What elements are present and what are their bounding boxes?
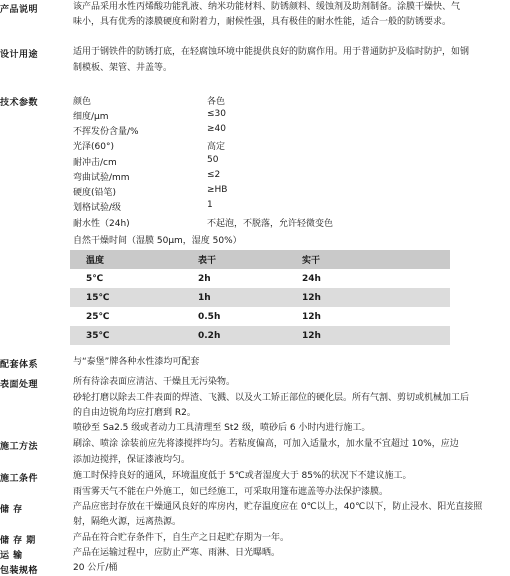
section-label-conditions: 施工条件: [0, 474, 39, 484]
section-label-specs: 技术参数: [0, 98, 39, 108]
spec-row: [73, 185, 273, 199]
table-header-temp: 温度: [70, 250, 192, 269]
spec-value: 50: [207, 155, 219, 165]
surface-line-3: 的自由边锐角均应打磨到 R2。: [73, 408, 196, 418]
spec-row: [73, 170, 273, 184]
usage-line-1: 适用于钢铁件的防锈打底，在轻腐蚀环境中能提供良好的防腐作用。用于普通防护及临时防护，如钢: [73, 47, 470, 57]
storage-line-2: 射，隔绝火源，远离热源。: [73, 517, 182, 527]
table-cell: 2h: [192, 269, 302, 288]
spec-value: ≤2: [207, 170, 221, 180]
spec-value: 高定: [207, 142, 226, 152]
dry-time-table: [70, 250, 450, 345]
table-cell: 15℃: [70, 288, 192, 307]
section-label-transport: 运 输: [0, 551, 23, 561]
table-header-surface-dry: 表干: [192, 250, 302, 269]
table-cell: 24h: [302, 269, 450, 288]
table-cell: 12h: [302, 307, 450, 326]
dry-time-caption: 自然干燥时间（湿膜 50μm，湿度 50%）: [73, 236, 242, 246]
table-header-hard-dry: 实干: [302, 250, 450, 269]
transport-text: 产品在运输过程中，应防止严寒、雨淋、日光曝晒。: [73, 548, 281, 558]
method-line-1: 刷涂、喷涂 涂装前应先将漆搅拌均匀。若粘度偏高，可加入适量水，加水量不宜超过 10%，应边: [73, 439, 459, 449]
table-row: [70, 269, 450, 288]
spec-key: 弯曲试验/mm: [73, 173, 130, 183]
section-label-surface: 表面处理: [0, 380, 39, 390]
spec-row: [73, 94, 273, 108]
section-label-description: 产品说明: [0, 5, 39, 15]
table-cell: 12h: [302, 326, 450, 345]
description-line-1: 该产品采用水性丙烯酸功能乳液、纳米功能材料、防锈颜料、缓蚀剂及助剂制备。涂膜干燥快、气: [73, 2, 461, 12]
method-line-2: 添加边搅拌，保证漆液均匀。: [73, 455, 191, 465]
surface-line-2: 砂轮打磨以除去工件表面的焊渣、飞溅、以及火工矫正部位的硬化层。所有气割、剪切或机械加工后: [73, 393, 470, 403]
spec-row: [73, 109, 273, 123]
spec-key: 细度/μm: [73, 112, 109, 122]
table-header-row: [70, 250, 450, 269]
table-cell: 25℃: [70, 307, 192, 326]
table-row: [70, 326, 450, 345]
section-label-method: 施工方法: [0, 442, 39, 452]
surface-line-1: 所有待涂表面应清洁、干燥且无污染物。: [73, 377, 236, 387]
spec-row: [73, 216, 413, 230]
spec-key: 不挥发份含量/%: [73, 127, 139, 137]
table-cell: 1h: [192, 288, 302, 307]
spec-value: 各色: [207, 97, 226, 107]
table-cell: 0.5h: [192, 307, 302, 326]
table-row: [70, 307, 450, 326]
table-cell: 35℃: [70, 326, 192, 345]
section-label-system: 配套体系: [0, 360, 39, 370]
spec-key: 耐水性（24h): [73, 219, 130, 229]
section-label-shelf: 储 存 期: [0, 536, 36, 546]
spec-key: 耐冲击/cm: [73, 158, 117, 168]
section-label-packing: 包装规格: [0, 566, 39, 576]
table-row: [70, 288, 450, 307]
spec-row: [73, 124, 273, 138]
conditions-line-2: 雨雪雾天气不能在户外施工，如已经施工，可采取用篷布遮盖等办法保护漆膜。: [73, 487, 389, 497]
section-label-storage: 储 存: [0, 505, 23, 515]
spec-key: 划格试验/级: [73, 203, 122, 213]
spec-value: ≥HB: [207, 185, 228, 195]
spec-row: [73, 200, 273, 214]
packing-text: 20 公斤/桶: [73, 563, 118, 573]
table-cell: 5℃: [70, 269, 192, 288]
table-cell: 0.2h: [192, 326, 302, 345]
description-line-2: 味小，具有优秀的漆膜硬度和附着力，耐候性强，具有极佳的耐水性能，适合一般的防锈要求。: [73, 17, 452, 27]
surface-line-4: 喷砂至 Sa2.5 级或者动力工具清理至 St2 级，喷砂后 6 小时内进行施工。: [73, 423, 371, 433]
spec-value: ≥40: [207, 124, 226, 134]
spec-value: 不起泡，不脱落，允许轻微变色: [207, 219, 334, 229]
spec-value: ≤30: [207, 109, 226, 119]
spec-row: [73, 155, 273, 169]
usage-line-2: 制模板、架管、井盖等。: [73, 63, 173, 73]
spec-key: 硬度(铅笔): [73, 188, 117, 198]
section-label-usage: 设计用途: [0, 50, 39, 60]
conditions-line-1: 施工时保持良好的通风，环境温度低于 5℃或者湿度大于 85%的状况下不建议施工。: [73, 471, 412, 481]
storage-line-1: 产品应密封存放在干燥通风良好的库房内，贮存温度应在 0℃以上，40℃以下，防止浸水、阳光直接照: [73, 502, 483, 512]
table-cell: 12h: [302, 288, 450, 307]
spec-key: 光泽(60°): [73, 142, 114, 152]
system-text: 与“泰堡”牌各种水性漆均可配套: [73, 357, 200, 367]
spec-key: 颜色: [73, 97, 92, 107]
spec-row: [73, 139, 273, 153]
shelf-text: 产品在符合贮存条件下，自生产之日起贮存期为一年。: [73, 533, 290, 543]
spec-value: 1: [207, 200, 213, 210]
